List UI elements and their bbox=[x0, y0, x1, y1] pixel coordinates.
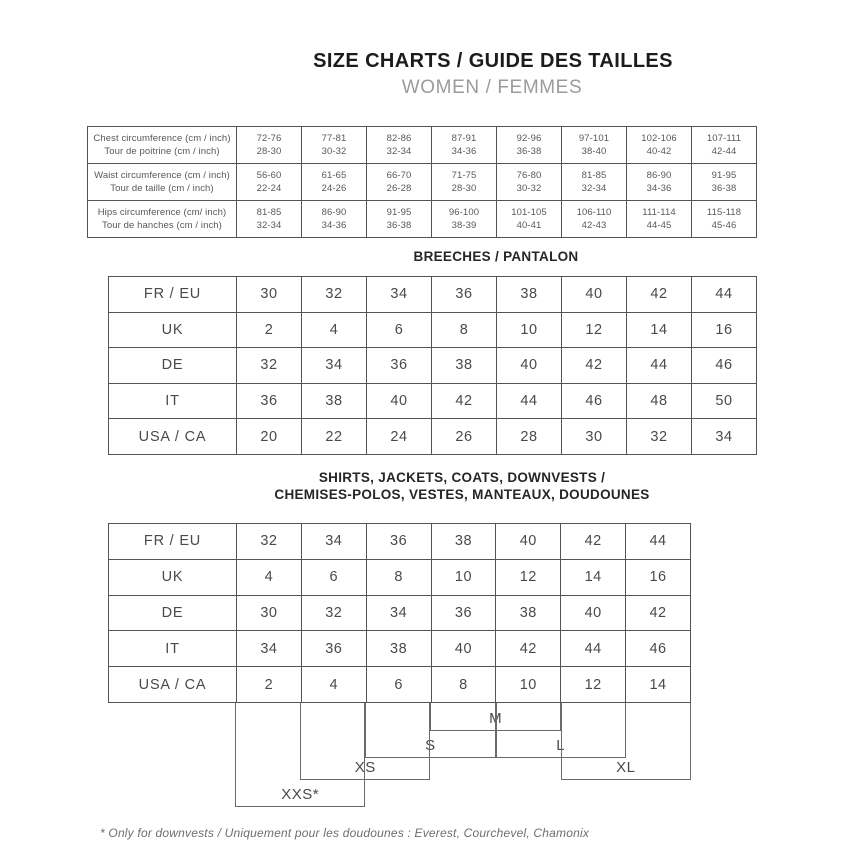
size-cell: 30 bbox=[237, 277, 302, 313]
size-bracket-label: XS bbox=[354, 759, 376, 776]
size-row-label: UK bbox=[109, 312, 237, 348]
measurement-cm-range: 91-95 bbox=[711, 170, 737, 181]
measurement-inch-range: 40-41 bbox=[516, 220, 542, 231]
measurement-cm-range: 107-111 bbox=[706, 133, 742, 144]
breeches-row bbox=[109, 383, 757, 419]
measurement-inch-range: 45-46 bbox=[711, 220, 737, 231]
shirts-section-title bbox=[274, 470, 649, 503]
footnote: * Only for downvests / Uniquement pour les doudounes : Everest, Courchevel, Chamonix bbox=[100, 826, 590, 840]
size-cell: 30 bbox=[562, 419, 627, 455]
size-row-label: USA / CA bbox=[109, 667, 237, 703]
size-cell: 38 bbox=[496, 595, 561, 631]
measurement-cell bbox=[302, 201, 367, 238]
size-cell: 30 bbox=[237, 595, 302, 631]
measurement-label-fr: Tour de taille (cm / inch) bbox=[110, 183, 214, 194]
measurement-cell bbox=[497, 164, 562, 201]
shirts-section-title-line1: SHIRTS, JACKETS, COATS, DOWNVESTS / bbox=[318, 470, 606, 485]
size-cell: 42 bbox=[562, 348, 627, 384]
size-cell: 16 bbox=[626, 559, 691, 595]
measurement-cm-range: 72-76 bbox=[256, 133, 282, 144]
measurement-inch-range: 34-36 bbox=[451, 146, 477, 157]
size-cell: 44 bbox=[561, 631, 626, 667]
measurement-cell bbox=[432, 201, 497, 238]
measurement-inch-range: 38-40 bbox=[581, 146, 607, 157]
measurement-cell bbox=[367, 201, 432, 238]
measurement-cm-range: 56-60 bbox=[256, 170, 282, 181]
size-cell: 4 bbox=[237, 559, 302, 595]
measurement-cm-range: 81-85 bbox=[256, 207, 282, 218]
measurement-cm-range: 66-70 bbox=[386, 170, 412, 181]
measurement-cell bbox=[692, 164, 757, 201]
measurement-cm-range: 102-106 bbox=[641, 133, 677, 144]
measurement-label-fr: Tour de poitrine (cm / inch) bbox=[104, 146, 220, 157]
measurement-label-en: Chest circumference (cm / inch) bbox=[93, 133, 231, 144]
size-cell: 36 bbox=[366, 524, 431, 560]
measurement-cell bbox=[692, 127, 757, 164]
measurement-cell bbox=[562, 127, 627, 164]
size-cell: 48 bbox=[627, 383, 692, 419]
size-row-label: UK bbox=[109, 559, 237, 595]
breeches-row bbox=[109, 348, 757, 384]
measurement-label-fr: Tour de hanches (cm / inch) bbox=[102, 220, 222, 231]
size-cell: 12 bbox=[496, 559, 561, 595]
size-cell: 46 bbox=[562, 383, 627, 419]
shirts-row bbox=[109, 559, 691, 595]
shirts-table-container bbox=[108, 523, 691, 703]
page-title: SIZE CHARTS / GUIDE DES TAILLES bbox=[313, 50, 673, 72]
measurement-cm-range: 86-90 bbox=[646, 170, 672, 181]
breeches-row bbox=[109, 312, 757, 348]
measurement-inch-range: 22-24 bbox=[256, 183, 282, 194]
size-row-label: IT bbox=[109, 631, 237, 667]
size-cell: 40 bbox=[496, 524, 561, 560]
measurement-cell bbox=[692, 201, 757, 238]
measurement-cm-range: 81-85 bbox=[581, 170, 607, 181]
measurement-cm-range: 91-95 bbox=[386, 207, 412, 218]
measurement-cm-range: 106-110 bbox=[576, 207, 612, 218]
size-bracket-label: XL bbox=[616, 759, 636, 776]
size-cell: 36 bbox=[237, 383, 302, 419]
size-cell: 40 bbox=[431, 631, 496, 667]
size-cell: 4 bbox=[301, 667, 366, 703]
letter-size-bracket-diagram bbox=[108, 703, 691, 815]
measurement-cm-range: 96-100 bbox=[448, 207, 480, 218]
size-cell: 44 bbox=[497, 383, 562, 419]
measurement-cell bbox=[302, 127, 367, 164]
measurement-cm-range: 115-118 bbox=[706, 207, 742, 218]
size-cell: 34 bbox=[301, 524, 366, 560]
size-cell: 32 bbox=[302, 277, 367, 313]
size-cell: 34 bbox=[237, 631, 302, 667]
size-cell: 26 bbox=[432, 419, 497, 455]
size-cell: 36 bbox=[367, 348, 432, 384]
measurement-row-label bbox=[88, 201, 237, 238]
measurement-inch-range: 38-39 bbox=[451, 220, 477, 231]
breeches-row bbox=[109, 419, 757, 455]
measurement-cell bbox=[562, 164, 627, 201]
size-cell: 38 bbox=[432, 348, 497, 384]
measurement-inch-range: 34-36 bbox=[646, 183, 672, 194]
size-cell: 50 bbox=[692, 383, 757, 419]
measurement-cm-range: 101-105 bbox=[511, 207, 547, 218]
breeches-section-title: BREECHES / PANTALON bbox=[413, 249, 579, 264]
size-cell: 8 bbox=[431, 667, 496, 703]
size-bracket-label: XXS* bbox=[281, 786, 320, 803]
size-cell: 8 bbox=[432, 312, 497, 348]
measurement-cm-range: 76-80 bbox=[516, 170, 542, 181]
measurement-cm-range: 87-91 bbox=[451, 133, 477, 144]
measurement-inch-range: 24-26 bbox=[321, 183, 347, 194]
measurement-cell bbox=[497, 127, 562, 164]
measurement-cm-range: 86-90 bbox=[321, 207, 347, 218]
size-cell: 44 bbox=[626, 524, 691, 560]
size-cell: 34 bbox=[367, 277, 432, 313]
size-cell: 4 bbox=[302, 312, 367, 348]
size-cell: 44 bbox=[627, 348, 692, 384]
size-cell: 38 bbox=[431, 524, 496, 560]
measurement-row bbox=[88, 127, 757, 164]
shirts-row bbox=[109, 631, 691, 667]
size-cell: 42 bbox=[627, 277, 692, 313]
measurement-cell bbox=[237, 127, 302, 164]
size-cell: 20 bbox=[237, 419, 302, 455]
size-cell: 36 bbox=[432, 277, 497, 313]
size-cell: 24 bbox=[367, 419, 432, 455]
size-cell: 12 bbox=[562, 312, 627, 348]
measurement-cell bbox=[627, 164, 692, 201]
page-subtitle: WOMEN / FEMMES bbox=[401, 77, 583, 98]
size-cell: 16 bbox=[692, 312, 757, 348]
measurement-cell bbox=[367, 164, 432, 201]
measurement-row bbox=[88, 164, 757, 201]
size-cell: 6 bbox=[301, 559, 366, 595]
measurement-cell bbox=[497, 201, 562, 238]
size-cell: 40 bbox=[367, 383, 432, 419]
size-cell: 12 bbox=[561, 667, 626, 703]
measurement-inch-range: 28-30 bbox=[451, 183, 477, 194]
size-cell: 42 bbox=[432, 383, 497, 419]
measurement-cm-range: 82-86 bbox=[386, 133, 412, 144]
size-cell: 32 bbox=[627, 419, 692, 455]
size-cell: 14 bbox=[561, 559, 626, 595]
measurement-cm-range: 77-81 bbox=[321, 133, 347, 144]
size-cell: 42 bbox=[561, 524, 626, 560]
size-cell: 14 bbox=[627, 312, 692, 348]
size-cell: 32 bbox=[301, 595, 366, 631]
size-cell: 36 bbox=[301, 631, 366, 667]
size-row-label: DE bbox=[109, 348, 237, 384]
size-row-label: FR / EU bbox=[109, 524, 237, 560]
size-cell: 6 bbox=[367, 312, 432, 348]
size-row-label: IT bbox=[109, 383, 237, 419]
breeches-table-container bbox=[108, 276, 757, 455]
size-cell: 8 bbox=[366, 559, 431, 595]
measurement-inch-range: 28-30 bbox=[256, 146, 282, 157]
size-cell: 46 bbox=[626, 631, 691, 667]
shirts-section-title-line2: CHEMISES-POLOS, VESTES, MANTEAUX, DOUDOUNES bbox=[274, 486, 650, 502]
measurement-inch-range: 32-34 bbox=[581, 183, 607, 194]
size-cell: 2 bbox=[237, 312, 302, 348]
measurement-cm-range: 97-101 bbox=[578, 133, 610, 144]
measurement-row-label bbox=[88, 127, 237, 164]
measurement-inch-range: 42-43 bbox=[581, 220, 607, 231]
size-cell: 10 bbox=[431, 559, 496, 595]
measurement-inch-range: 36-38 bbox=[386, 220, 412, 231]
size-cell: 40 bbox=[497, 348, 562, 384]
size-cell: 32 bbox=[237, 524, 302, 560]
measurements-table-container bbox=[87, 126, 757, 238]
size-cell: 40 bbox=[561, 595, 626, 631]
measurement-cell bbox=[237, 201, 302, 238]
size-row-label: DE bbox=[109, 595, 237, 631]
measurement-label-en: Hips circumference (cm/ inch) bbox=[97, 207, 227, 218]
size-row-label: FR / EU bbox=[109, 277, 237, 313]
measurement-cell bbox=[627, 127, 692, 164]
shirts-row bbox=[109, 667, 691, 703]
size-bracket-label: S bbox=[425, 737, 436, 754]
size-cell: 22 bbox=[302, 419, 367, 455]
measurement-inch-range: 26-28 bbox=[386, 183, 412, 194]
size-cell: 10 bbox=[497, 312, 562, 348]
measurement-inch-range: 32-34 bbox=[256, 220, 282, 231]
breeches-row bbox=[109, 277, 757, 313]
measurement-inch-range: 42-44 bbox=[711, 146, 737, 157]
measurements-table bbox=[87, 126, 757, 238]
size-bracket-label: L bbox=[556, 737, 566, 754]
breeches-table bbox=[108, 276, 757, 455]
measurement-label-en: Waist circumference (cm / inch) bbox=[94, 170, 230, 181]
size-cell: 6 bbox=[366, 667, 431, 703]
measurement-cell bbox=[562, 201, 627, 238]
measurement-inch-range: 40-42 bbox=[646, 146, 672, 157]
size-cell: 10 bbox=[496, 667, 561, 703]
measurement-cell bbox=[367, 127, 432, 164]
measurement-cell bbox=[432, 127, 497, 164]
measurement-cm-range: 61-65 bbox=[321, 170, 347, 181]
measurement-inch-range: 30-32 bbox=[321, 146, 347, 157]
size-cell: 46 bbox=[692, 348, 757, 384]
size-cell: 28 bbox=[497, 419, 562, 455]
size-row-label: USA / CA bbox=[109, 419, 237, 455]
measurement-cell bbox=[237, 164, 302, 201]
size-bracket bbox=[561, 703, 691, 780]
size-cell: 44 bbox=[692, 277, 757, 313]
size-cell: 34 bbox=[366, 595, 431, 631]
size-bracket bbox=[235, 703, 365, 807]
size-cell: 32 bbox=[237, 348, 302, 384]
size-cell: 42 bbox=[626, 595, 691, 631]
size-bracket-label: M bbox=[489, 710, 503, 727]
shirts-row bbox=[109, 524, 691, 560]
size-cell: 40 bbox=[562, 277, 627, 313]
size-cell: 36 bbox=[431, 595, 496, 631]
size-cell: 38 bbox=[366, 631, 431, 667]
measurement-cm-range: 92-96 bbox=[516, 133, 542, 144]
measurement-inch-range: 36-38 bbox=[711, 183, 737, 194]
shirts-row bbox=[109, 595, 691, 631]
measurement-inch-range: 36-38 bbox=[516, 146, 542, 157]
measurement-cell bbox=[302, 164, 367, 201]
measurement-cell bbox=[627, 201, 692, 238]
measurement-cm-range: 111-114 bbox=[642, 207, 676, 218]
size-cell: 2 bbox=[237, 667, 302, 703]
size-cell: 42 bbox=[496, 631, 561, 667]
size-cell: 34 bbox=[692, 419, 757, 455]
measurement-cm-range: 71-75 bbox=[451, 170, 477, 181]
size-cell: 38 bbox=[302, 383, 367, 419]
shirts-table bbox=[108, 523, 691, 703]
measurement-cell bbox=[432, 164, 497, 201]
measurement-row bbox=[88, 201, 757, 238]
measurement-inch-range: 32-34 bbox=[386, 146, 412, 157]
size-cell: 38 bbox=[497, 277, 562, 313]
measurement-inch-range: 30-32 bbox=[516, 183, 542, 194]
size-cell: 14 bbox=[626, 667, 691, 703]
size-cell: 34 bbox=[302, 348, 367, 384]
measurement-inch-range: 34-36 bbox=[321, 220, 347, 231]
measurement-row-label bbox=[88, 164, 237, 201]
measurement-inch-range: 44-45 bbox=[646, 220, 672, 231]
